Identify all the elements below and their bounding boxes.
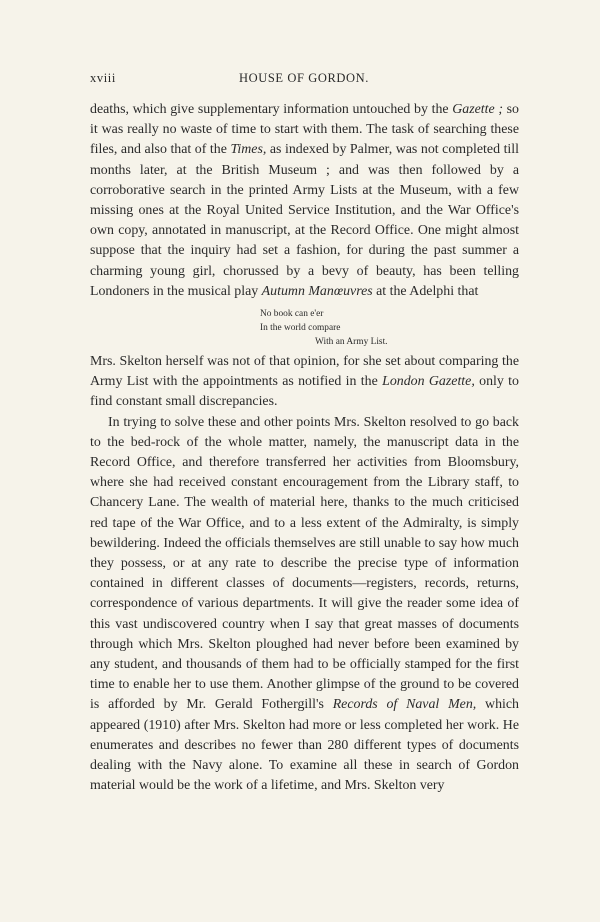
verse-quotation bbox=[90, 307, 519, 349]
page-body bbox=[90, 100, 519, 797]
paragraph-2: Mrs. Skelton herself was not of that opinion, for she set about comparing the Army List with the appointments as notified in the London Gazette, only to find constant small discrepancies. bbox=[90, 354, 519, 410]
paragraph-1: deaths, which give supplementary information untouched by the Gazette ; so it was really no waste of time to start with them. The task of searching these files, and also that of the Times, as indexed by Palmer, was not completed till months later, at the British Museum ; and was then followed by a corroborative search in the printed Army Lists at the Museum, with a few missing ones at the Royal United Service Institution, and the War Office's own copy, annotated in manuscript, at the Record Office. One might almost suppose that the inquiry had set a fashion, for during the past summer a charming young girl, chorussed by a bevy of beauty, has been telling Londoners in the musical play Autumn Manœuvres at the Adelphi that bbox=[90, 102, 520, 299]
verse-line: With an Army List. bbox=[315, 337, 388, 348]
running-title: HOUSE OF GORDON. bbox=[238, 71, 370, 85]
verse-line: In the world compare bbox=[260, 323, 341, 334]
verse-line: No book can e'er bbox=[260, 309, 324, 320]
paragraph-3: In trying to solve these and other points Mrs. Skelton resolved to go back to the bed-rock of the whole matter, namely, the manuscript data in the Record Office, and therefore transferred her activities from Bloomsbury, where she had received constant encouragement from the Library staff, to Chancery Lane. The wealth of material here, thanks to the much criticised red tape of the War Office, and to a less extent of the Admiralty, is simply bewildering. Indeed the officials themselves are still unable to say how much they possess, or at any rate to describe the precise type of information contained in different classes of documents—registers, records, returns, correspondence of various departments. It will give the reader some idea of this vast undiscovered country when I say that great masses of documents through which Mrs. Skelton ploughed had never before been examined by any student, and thousands of them had to be officially stamped for the first time to enable her to use them. Another glimpse of the ground to be covered is afforded by Mr. Gerald Fothergill's Records of Naval Men, which appeared (1910) after Mrs. Skelton had more or less completed her work. He enumerates and describes no fewer than 280 different types of documents dealing with the Navy alone. To examine all these in search of Gordon material would be the work of a lifetime, and Mrs. Skelton very bbox=[90, 414, 519, 794]
page-number: xviii bbox=[90, 71, 116, 85]
running-header bbox=[90, 71, 518, 91]
